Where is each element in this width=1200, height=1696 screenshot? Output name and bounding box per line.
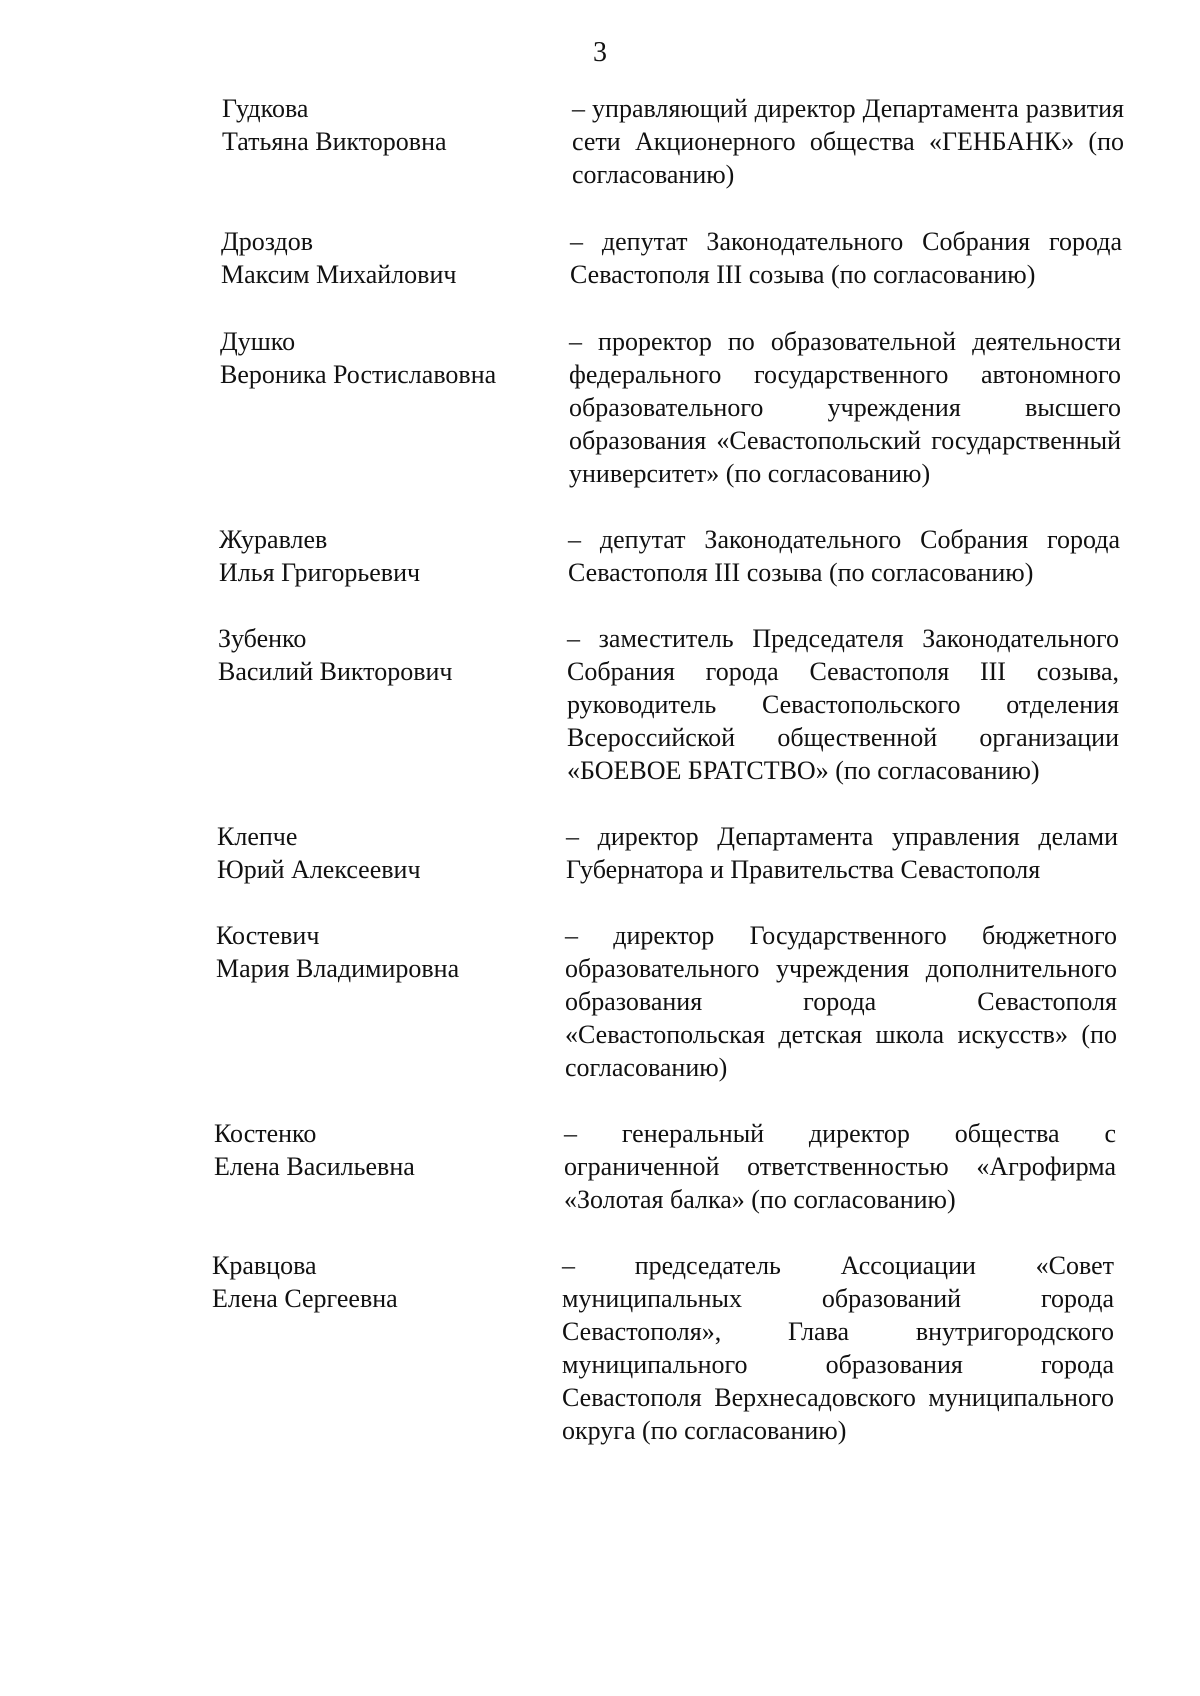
member-name [217, 820, 421, 886]
member-given-names: Татьяна Викторовна [222, 127, 447, 156]
member-given-names: Юрий Алексеевич [217, 855, 421, 884]
member-given-names: Вероника Ростиславовна [220, 360, 497, 389]
member-role: – директор Государственного бюджетного образовательного учреждения дополнительного образования города Севастополя «Севастопольская детская школа искусств» (по согласованию) [565, 921, 1117, 1082]
member-given-names: Мария Владимировна [216, 954, 460, 983]
member-surname: Костенко [214, 1119, 317, 1148]
member-surname: Зубенко [218, 624, 307, 653]
member-given-names: Василий Викторович [218, 657, 453, 686]
member-surname: Гудкова [222, 94, 309, 123]
member-name [221, 225, 456, 291]
page-number: 3 [593, 37, 607, 68]
member-name [214, 1117, 415, 1183]
member-role: – депутат Законодательного Собрания города Севастополя III созыва (по согласованию) [570, 227, 1122, 289]
member-surname: Журавлев [219, 525, 328, 554]
member-role: – проректор по образовательной деятельности федерального государственного автономного образовательного учреждения высшего образования «Севастопольский государственный университет» (по согласованию) [569, 327, 1121, 488]
member-name [216, 919, 459, 985]
member-role: – управляющий директор Департамента развития сети Акционерного общества «ГЕНБАНК» (по согласованию) [572, 94, 1124, 189]
member-given-names: Елена Васильевна [214, 1152, 415, 1181]
member-given-names: Максим Михайлович [221, 260, 457, 289]
member-name [220, 325, 496, 391]
member-name [219, 523, 420, 589]
member-surname: Дроздов [221, 227, 314, 256]
member-role: – заместитель Председателя Законодательного Собрания города Севастополя III созыва, руководитель Севастопольского отделения Всероссийской общественной организации «БОЕВОЕ БРАТСТВО» (по согласованию) [567, 624, 1119, 785]
member-surname: Душко [220, 327, 296, 356]
member-name [218, 622, 452, 688]
member-role: – директор Департамента управления делами Губернатора и Правительства Севастополя [566, 822, 1118, 884]
member-name [212, 1249, 398, 1315]
member-role: – генеральный директор общества с ограниченной ответственностью «Агрофирма «Золотая балка» (по согласованию) [564, 1119, 1116, 1214]
member-given-names: Илья Григорьевич [219, 558, 421, 587]
member-surname: Клепче [217, 822, 298, 851]
member-surname: Костевич [216, 921, 320, 950]
member-role: – председатель Ассоциации «Совет муниципальных образований города Севастополя», Глава внутригородского муниципального образования города Севастополя Верхнесадовского муниципального округа (по согласованию) [562, 1251, 1114, 1445]
member-surname: Кравцова [212, 1251, 317, 1280]
member-role: – депутат Законодательного Собрания города Севастополя III созыва (по согласованию) [568, 525, 1120, 587]
member-name [222, 92, 447, 158]
member-given-names: Елена Сергеевна [212, 1284, 398, 1313]
